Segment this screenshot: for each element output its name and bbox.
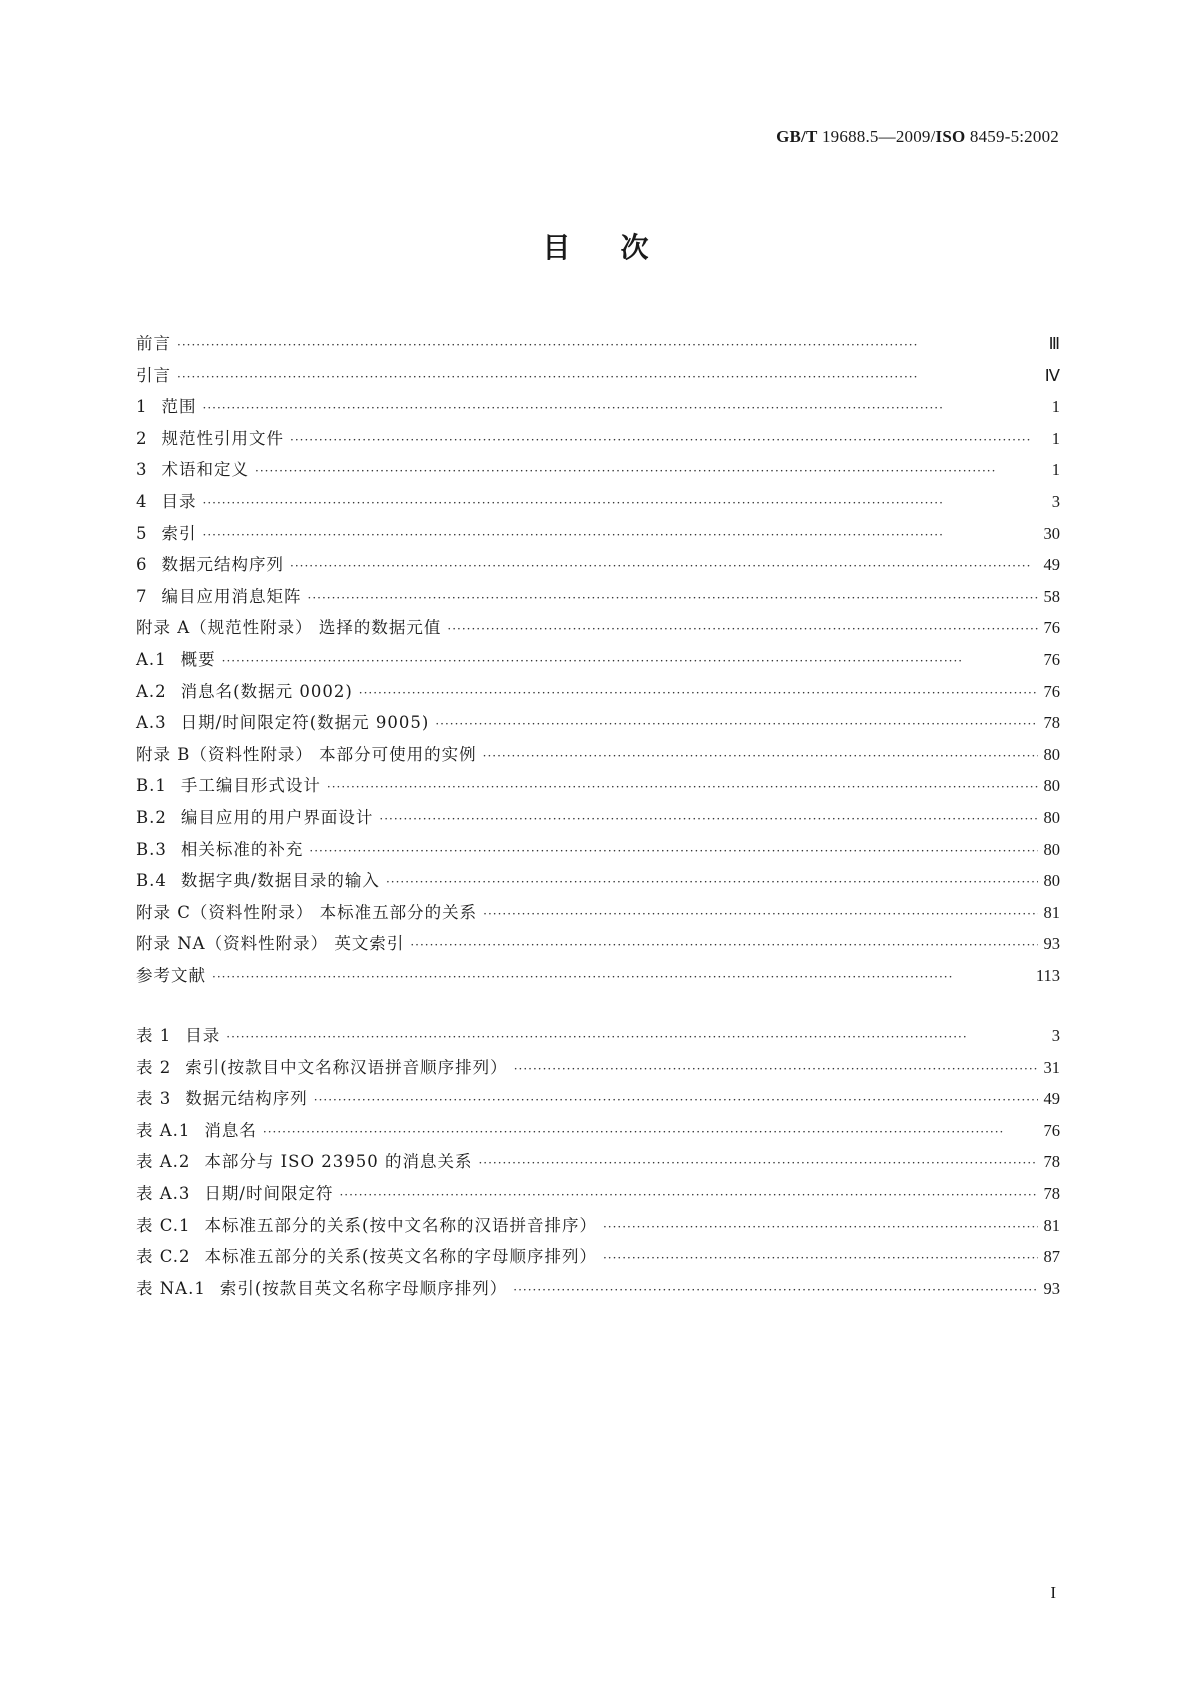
toc-entry-text: 手工编目形式设计 (180, 776, 321, 796)
toc-entry[interactable] (136, 328, 1060, 360)
toc-entry[interactable] (136, 960, 1060, 992)
toc-entry-label (136, 1178, 333, 1210)
dot-leader (513, 1275, 1037, 1307)
toc-entry[interactable] (136, 1210, 1060, 1242)
toc-entry-page: 80 (1043, 744, 1060, 764)
toc-tables-list (136, 1020, 1060, 1304)
toc-entry-label (136, 897, 477, 929)
toc-entry-page: 3 (1051, 1026, 1060, 1045)
toc-entry-text: 本部分与 ISO 23950 的消息关系 (204, 1152, 473, 1172)
toc-entry[interactable] (136, 486, 1060, 518)
toc-entry-page: 49 (1043, 555, 1060, 575)
toc-entry[interactable] (136, 802, 1060, 834)
toc-entry[interactable] (136, 1146, 1060, 1178)
toc-entry-label (136, 1241, 597, 1273)
page-title: 目次 (542, 231, 699, 264)
toc-entry-text: 相关标准的补充 (180, 839, 304, 859)
dot-leader (339, 1180, 1037, 1212)
toc-entry-page: Ⅳ (1044, 365, 1060, 385)
toc-entry-page: 93 (1043, 934, 1060, 954)
page-number: I (1050, 1583, 1056, 1602)
toc-entry-number: A.1 (136, 649, 167, 669)
toc-entry-label (136, 928, 404, 960)
toc-entry-page: 76 (1043, 1120, 1060, 1140)
toc-entry-number: 2 (136, 428, 148, 448)
dot-leader (203, 393, 1045, 425)
toc-entry-page: 31 (1043, 1057, 1060, 1077)
toc-entry-text: 本标准五部分的关系(按英文名称的字母顺序排列） (204, 1247, 597, 1267)
toc-entry-page: 58 (1043, 586, 1060, 606)
toc-entry-number: 表 3 (136, 1089, 172, 1109)
toc-entry-label (136, 1052, 508, 1084)
dot-leader (309, 836, 1037, 868)
toc-entry-number: 表 A.2 (136, 1152, 191, 1172)
dot-leader (514, 1054, 1038, 1086)
toc-entry-number: 表 C.1 (136, 1215, 191, 1235)
dot-leader (314, 1085, 1038, 1117)
toc-entry-number: 3 (136, 460, 148, 480)
toc-entry-label (136, 739, 477, 771)
toc-entry-text: 索引(按款目中文名称汉语拼音顺序排列） (185, 1057, 508, 1077)
toc-entry-number: 表 A.3 (136, 1183, 191, 1203)
toc-entry-number: B.4 (136, 871, 167, 891)
toc-entry-number: B.1 (136, 776, 167, 796)
toc-entry-text: 引言 (136, 365, 171, 385)
toc-entry-number: B.2 (136, 807, 167, 827)
toc-entry-page: 1 (1051, 397, 1060, 417)
toc-entry[interactable] (136, 834, 1060, 866)
toc-entry-page: 81 (1043, 1215, 1060, 1235)
toc-entry-label (136, 865, 380, 897)
toc-entry-page: 1 (1051, 460, 1060, 480)
toc-entry-text: 数据元结构序列 (161, 555, 284, 575)
dot-leader (203, 520, 1038, 552)
dot-leader (386, 867, 1038, 899)
toc-entry-page: 87 (1043, 1247, 1060, 1267)
toc-entry-label (136, 1083, 308, 1115)
toc-entry-label (136, 549, 284, 581)
toc-entry-label (136, 360, 171, 392)
toc-entry[interactable] (136, 1115, 1060, 1147)
toc-entry-label (136, 328, 171, 360)
toc-entry-text: 索引(按款目英文名称字母顺序排列） (219, 1278, 508, 1298)
toc-entry-text: 编目应用的用户界面设计 (180, 807, 374, 827)
toc-entry-text: 消息名 (204, 1120, 257, 1140)
toc-entry-number: 表 NA.1 (136, 1278, 206, 1298)
toc-entry[interactable] (136, 549, 1060, 581)
toc-entry-label (136, 1115, 257, 1147)
toc-entry[interactable] (136, 928, 1060, 960)
toc-entry-page: 93 (1043, 1278, 1060, 1298)
toc-entry[interactable] (136, 1020, 1060, 1052)
toc-entry-page: 76 (1043, 681, 1060, 701)
toc-entry-label (136, 802, 373, 834)
toc-entry-text: 附录 C（资料性附录） 本标准五部分的关系 (136, 902, 478, 922)
toc-entry-label (136, 518, 197, 550)
toc-entry-number: 表 1 (136, 1026, 172, 1045)
toc-entry[interactable] (136, 391, 1060, 423)
toc-entry-page: 78 (1043, 1152, 1060, 1172)
dot-leader (435, 709, 1037, 741)
dot-leader (222, 646, 1038, 678)
toc-entry-label (136, 1146, 472, 1178)
dot-leader (177, 362, 1039, 394)
toc-entry-number: 5 (136, 523, 148, 543)
toc-entry[interactable] (136, 612, 1060, 644)
toc-entry-text: 数据元结构序列 (185, 1089, 308, 1109)
toc-entry[interactable] (136, 644, 1060, 676)
toc-main-list (136, 328, 1060, 991)
dot-leader (226, 1022, 1044, 1054)
dot-leader (212, 962, 1030, 994)
toc-entry[interactable] (136, 1052, 1060, 1084)
toc-entry-page: 80 (1043, 839, 1060, 859)
toc-entry-label (136, 707, 429, 739)
toc-entry-page: 113 (1035, 965, 1060, 985)
toc-entry-text: 消息名(数据元 0002) (180, 681, 353, 701)
toc-entry-text: 日期/时间限定符 (204, 1183, 334, 1203)
dot-leader (290, 425, 1044, 457)
toc-entry[interactable] (136, 897, 1060, 929)
toc-entry-number: 7 (136, 586, 148, 606)
toc-entry-label (136, 486, 197, 518)
toc-entry-text: 附录 B（资料性附录） 本部分可使用的实例 (136, 744, 477, 764)
toc-entry-text: 术语和定义 (161, 460, 249, 480)
dot-leader (483, 741, 1038, 773)
toc-entry-label (136, 612, 441, 644)
toc-entry-text: 索引 (161, 523, 197, 543)
toc-entry-page: 81 (1043, 902, 1060, 922)
dot-leader (177, 330, 1043, 362)
toc-entry[interactable] (136, 360, 1060, 392)
toc-entry-text: 数据字典/数据目录的输入 (180, 871, 380, 891)
toc-entry-label (136, 1020, 220, 1052)
dot-leader (447, 614, 1037, 646)
dot-leader (327, 772, 1038, 804)
dot-leader (379, 804, 1037, 836)
toc-entry-label (136, 676, 353, 708)
dot-leader (263, 1117, 1038, 1149)
toc-entry-page: Ⅲ (1048, 334, 1060, 353)
toc-entry-label (136, 834, 303, 866)
toc-entry[interactable] (136, 1273, 1060, 1305)
toc-entry-page: 49 (1043, 1089, 1060, 1109)
toc-entry-text: 范围 (161, 397, 197, 417)
toc-entry-text: 概要 (180, 649, 216, 669)
toc-entry[interactable] (136, 676, 1060, 708)
toc-entry-number: B.3 (136, 839, 167, 859)
toc-entry-label (136, 391, 197, 423)
dot-leader (290, 551, 1038, 583)
toc-entry[interactable] (136, 1178, 1060, 1210)
toc-entry[interactable] (136, 518, 1060, 550)
toc-entry[interactable] (136, 1083, 1060, 1115)
toc-entry-page: 3 (1051, 491, 1060, 511)
toc-entry[interactable] (136, 770, 1060, 802)
dot-leader (483, 899, 1037, 931)
toc-entry[interactable] (136, 454, 1060, 486)
toc-entry-page: 1 (1051, 428, 1060, 448)
toc-entry-page: 80 (1043, 871, 1060, 891)
toc-entry-label (136, 581, 302, 613)
toc-entry-label (136, 1210, 597, 1242)
toc-entry-text: 本标准五部分的关系(按中文名称的汉语拼音排序） (204, 1215, 597, 1235)
toc-entry-text: 附录 A（规范性附录） 选择的数据元值 (136, 618, 442, 638)
toc-entry-page: 76 (1043, 618, 1060, 638)
toc-entry-page: 30 (1043, 523, 1060, 543)
toc-entry-number: A.2 (136, 681, 167, 701)
toc-entry-page: 76 (1043, 649, 1060, 669)
toc-entry[interactable] (136, 739, 1060, 771)
dot-leader (410, 930, 1037, 962)
toc-entry-number: 表 C.2 (136, 1247, 191, 1267)
toc-entry-text: 前言 (136, 334, 171, 353)
toc-entry-label (136, 423, 284, 455)
toc-entry-label (136, 770, 321, 802)
standard-code: GB/T 19688.5—2009/ISO 8459-5:2002 (776, 127, 1059, 146)
toc-entry-number: 表 A.1 (136, 1120, 191, 1140)
dot-leader (478, 1148, 1037, 1180)
toc-entry-label (136, 1273, 507, 1305)
toc-entry-label (136, 454, 249, 486)
dot-leader (308, 583, 1038, 615)
toc-entry-number: 6 (136, 555, 148, 575)
toc-entry-text: 目录 (161, 491, 197, 511)
toc-entry-number: 1 (136, 397, 148, 417)
toc-entry-text: 规范性引用文件 (161, 428, 284, 448)
toc-entry-text: 附录 NA（资料性附录） 英文索引 (136, 934, 405, 954)
dot-leader (203, 488, 1045, 520)
toc-entry-text: 编目应用消息矩阵 (161, 586, 302, 606)
toc-entry-page: 78 (1043, 1183, 1060, 1203)
toc-entry-label (136, 960, 206, 992)
toc-entry-page: 80 (1043, 776, 1060, 796)
dot-leader (359, 678, 1038, 710)
toc-entry[interactable] (136, 707, 1060, 739)
toc-entry[interactable] (136, 423, 1060, 455)
toc-entry[interactable] (136, 865, 1060, 897)
toc-entry-number: 4 (136, 491, 148, 511)
dot-leader (603, 1243, 1038, 1275)
dot-leader (255, 456, 1044, 488)
toc-entry-number: 表 2 (136, 1057, 172, 1077)
toc-entry-text: 日期/时间限定符(数据元 9005) (180, 713, 430, 733)
toc-entry[interactable] (136, 581, 1060, 613)
toc-entry-number: A.3 (136, 713, 167, 733)
toc-entry-label (136, 644, 216, 676)
toc-entry[interactable] (136, 1241, 1060, 1273)
toc-entry-text: 参考文献 (136, 965, 206, 985)
toc-entry-page: 78 (1043, 713, 1060, 733)
toc-entry-page: 80 (1043, 807, 1060, 827)
toc-entry-text: 目录 (185, 1026, 221, 1045)
dot-leader (603, 1212, 1038, 1244)
